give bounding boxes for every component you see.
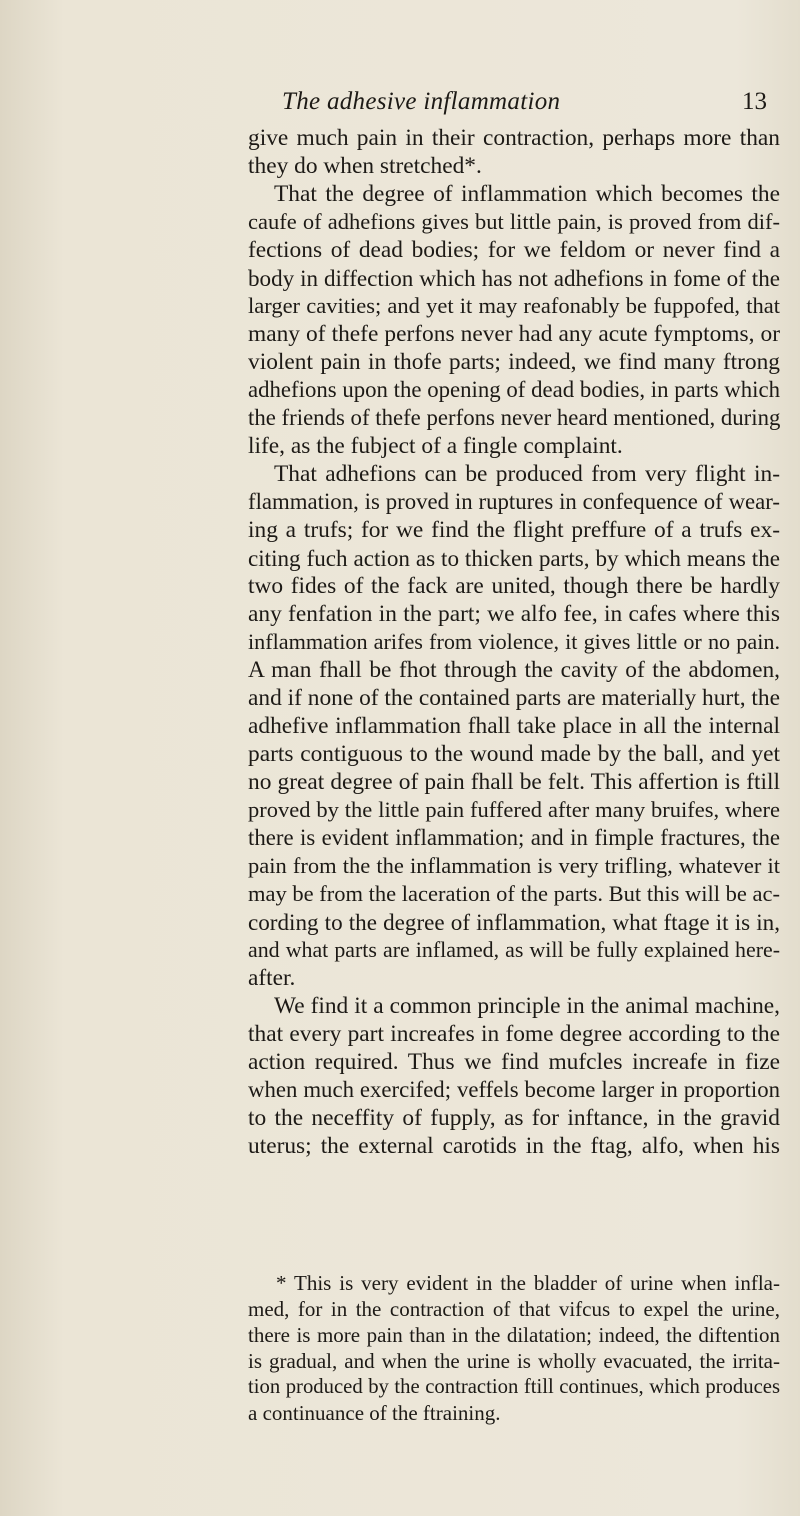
text-line: life, as the fubject of a fingle complaint. (248, 433, 623, 459)
text-line: inflammation arifes from violence, it gives little or no pain. (248, 629, 780, 654)
text-line: they do when stretched*. (248, 153, 482, 179)
text-line: adhefions upon the opening of dead bodies, in parts which (248, 377, 780, 402)
text-line: may be from the laceration of the parts. But this will be ac- (248, 881, 780, 906)
text-line: pain from the the inflammation is very trifling, whatever it (248, 853, 780, 878)
text-line: That adhefions can be produced from very flight in- (274, 461, 780, 487)
text-line: A man fhall be fhot through the cavity of the abdomen, (248, 657, 780, 683)
text-line: cording to the degree of inflammation, what ftage it is in, (248, 909, 780, 935)
footnote-line: * This is very evident in the bladder of urine when infla- (276, 1271, 780, 1295)
text-line: after. (248, 965, 296, 991)
text-line: flammation, is proved in ruptures in confequence of wear- (248, 489, 780, 514)
text-line: when much exercifed; veffels become larger in proportion (248, 1077, 780, 1102)
text-line: two fides of the fack are united, though there be hardly (248, 573, 780, 599)
text-line: violent pain in thofe parts; indeed, we find many ftrong (248, 349, 780, 375)
text-line: to the neceffity of fupply, as for inftance, in the gravid (248, 1105, 780, 1131)
footnote-line: med, for in the contraction of that vifcus to expel the urine, (248, 1297, 780, 1321)
footnote-line: a continuance of the ftraining. (248, 1401, 501, 1425)
text-line: no great degree of pain fhall be felt. This affertion is ftill (248, 769, 780, 795)
footnote-line: tion produced by the contraction ftill continues, which produces (248, 1376, 780, 1398)
text-line: caufe of adhefions gives but little pain, is proved from dif- (248, 209, 780, 234)
text-line: action required. Thus we find mufcles increafe in fize (248, 1049, 780, 1075)
text-line: adhefive inflammation fhall take place in all the internal (248, 713, 780, 739)
footnote (248, 1270, 780, 1426)
text-line: That the degree of inflammation which becomes the (274, 181, 780, 207)
footnote-line: there is more pain than in the dilatation; indeed, the diftention (248, 1323, 780, 1347)
text-line: We find it a common principle in the animal machine, (274, 993, 780, 1019)
text-line: larger cavities; and yet it may reafonably be fuppofed, that (248, 293, 780, 318)
text-line: that every part increafes in fome degree according to the (248, 1021, 780, 1047)
text-line: ing a trufs; for we find the flight preffure of a trufs ex- (248, 517, 780, 543)
text-line: fections of dead bodies; for we feldom or never find a (248, 237, 780, 263)
body-text (248, 124, 780, 1160)
text-line: there is evident inflammation; and in fimple fractures, the (248, 825, 780, 850)
text-line: give much pain in their contraction, perhaps more than (248, 125, 780, 151)
text-line: uterus; the external carotids in the ftag, alfo, when his (248, 1133, 780, 1159)
running-header-title: The adhesive inflammation (282, 88, 561, 115)
text-line: and what parts are inflamed, as will be fully explained here- (248, 937, 780, 962)
text-line: and if none of the contained parts are materially hurt, the (248, 685, 780, 711)
text-line: the friends of thefe perfons never heard mentioned, during (248, 405, 781, 430)
text-line: body in diffection which has not adhefions in fome of the (248, 265, 780, 291)
text-line: many of thefe perfons never had any acute fymptoms, or (248, 321, 780, 347)
text-line: any fenfation in the part; we alfo fee, in cafes where this (248, 601, 780, 627)
text-line: parts contiguous to the wound made by the ball, and yet (248, 741, 780, 767)
running-header (0, 88, 800, 124)
text-line: proved by the little pain fuffered after many bruifes, where (248, 797, 780, 822)
page-number: 13 (742, 88, 767, 115)
footnote-line: is gradual, and when the urine is wholly evacuated, the irrita- (248, 1349, 780, 1373)
text-line: citing fuch action as to thicken parts, by which means the (248, 545, 780, 571)
